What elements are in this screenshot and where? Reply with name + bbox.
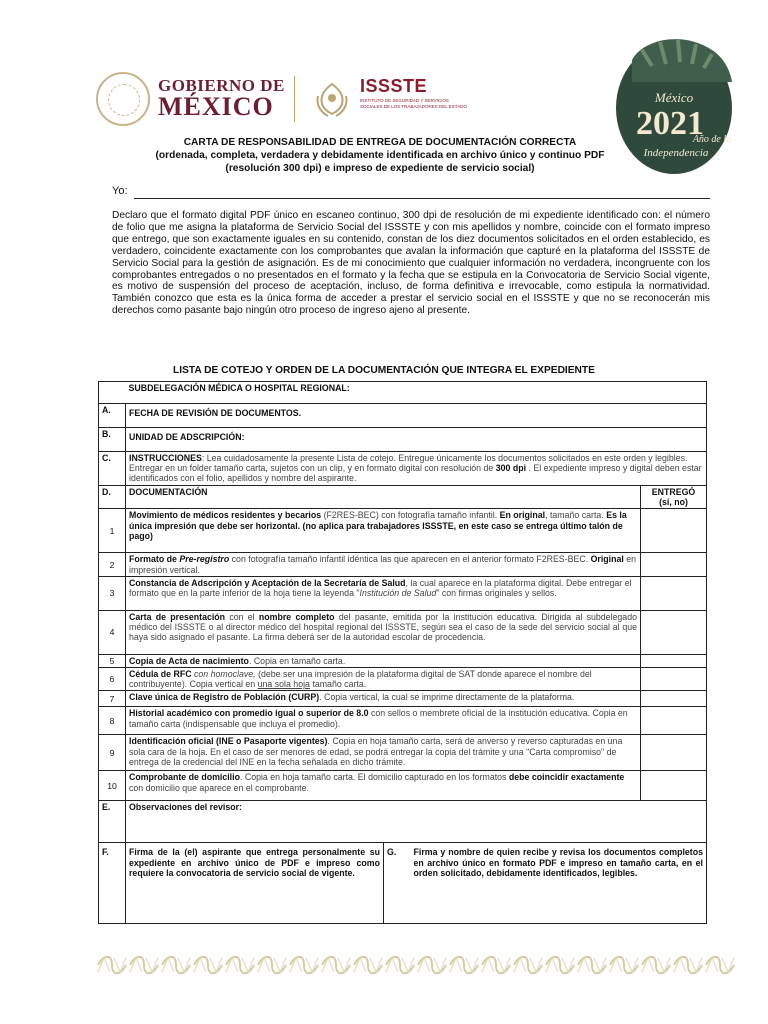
row-g-label: G. (384, 843, 411, 923)
gob-logo-line2: MÉXICO (158, 92, 274, 121)
entrego-sub: (sí, no) (659, 497, 688, 508)
mx-logo-line1: México (654, 90, 694, 105)
item-text-part: con domicilio que aparece en el comprobante. (129, 782, 309, 793)
title-line1: CARTA DE RESPONSABILIDAD DE ENTREGA DE DOCUMENTACIÓN CORRECTA (183, 137, 577, 148)
item-bold: nombre completo (258, 611, 335, 622)
document-title (100, 136, 660, 175)
table-row (99, 610, 707, 654)
entrego-cell[interactable] (641, 668, 707, 691)
subdelegacion-label: SUBDELEGACIÓN MÉDICA O HOSPITAL REGIONAL: (126, 382, 707, 404)
entrego-cell[interactable] (641, 509, 707, 553)
item-number: 1 (99, 509, 126, 553)
item-text-part: . Copia en hoja tamaño carta, será de anverso y reverso capturadas en una sola cara de la hoja. En el caso de ser menores de edad, se podrá entregar la copia del trámite y una "Carta compromiso" de entrega de la credencial del INE en la fecha señalada en dicho trámite. (129, 736, 623, 767)
item-number: 5 (99, 654, 126, 667)
item-text-part: del pasante, emitida por la institución educativa. Dirigida al subdelegado médico del ISSSTE o al director médico del hospital regional del ISSSTE, según sea el caso de la sede del servicio social al que haya sido asignado el pasante. La firma deberá ser de la autoridad escolar de procedencia. (129, 611, 637, 643)
item-text (126, 707, 641, 735)
row-c-label: C. (99, 452, 126, 486)
table-row (99, 771, 707, 801)
entrego-cell[interactable] (641, 771, 707, 801)
item-bold: Copia de Acta de nacimiento (129, 655, 249, 666)
logo-divider (294, 76, 295, 122)
gob-logo-line1: GOBIERNO DE (158, 76, 285, 95)
entrego-cell[interactable] (641, 610, 707, 654)
item-text (126, 691, 641, 707)
table-row (99, 843, 707, 923)
item-italic: Pre-registro (179, 554, 230, 565)
item-text-part: en impresión vertical. (129, 554, 637, 575)
title-line3: (resolución 300 dpi) e impreso de expediente de servicio social) (225, 163, 535, 174)
issste-logo-icon (312, 80, 352, 118)
item-bold: Clave única de Registro de Población (CURP) (129, 692, 320, 703)
instructions-text-1: : Lea cuidadosamente la presente Lista de cotejo. Entregue únicamente los documentos solicitados en este orden y legibles. Entregar en un folder tamaño carta, sujetos con un clip, y en formato digital con resolución de (129, 453, 688, 474)
firma-aspirante[interactable]: Firma de la (el) aspirante que entrega personalmente su expediente en archivo único de PDF e impreso como requiere la convocatoria de servicio social de vigente. (126, 843, 384, 923)
item-bold: En original (499, 510, 546, 521)
observaciones-field[interactable]: Observaciones del revisor: (126, 801, 707, 843)
entrego-cell[interactable] (641, 576, 707, 610)
entrego-cell[interactable] (641, 553, 707, 576)
table-row (99, 509, 707, 553)
entrego-cell[interactable] (641, 707, 707, 735)
mx-logo-line2: Año de la (692, 134, 732, 145)
item-text-part: (debe ser una impresión de la plataforma digital de SAT donde aparece el nombre del contribuyente). Copia vertical en (129, 669, 592, 690)
item-text-part: " con firmas originales y sellos. (436, 588, 557, 599)
item-bold: Cédula de RFC (129, 669, 192, 680)
checklist-table (98, 381, 706, 929)
item-number: 8 (99, 707, 126, 735)
row-a-label: A. (99, 404, 126, 428)
item-bold: Carta de presentación (129, 611, 226, 622)
item-bold: Comprobante de domicilio (129, 772, 240, 783)
row-c-instructions (126, 452, 707, 486)
entrego-label: ENTREGÓ (651, 487, 696, 497)
firma-revisor[interactable]: Firma y nombre de quien recibe y revisa los documentos completos en archivo único en formato PDF e impreso en tamaño carta, en el orden solicitado, debidamente identificados, legibles. (411, 843, 707, 923)
decorative-border-icon (96, 952, 736, 978)
table-row (99, 428, 707, 452)
entrego-cell[interactable] (641, 654, 707, 667)
table-row (99, 668, 707, 691)
item-text (126, 509, 641, 553)
row-d-label: D. (99, 486, 126, 509)
table-row (99, 735, 707, 771)
item-text (126, 576, 641, 610)
row-b-label: B. (99, 428, 126, 452)
table-row (99, 707, 707, 735)
title-line2: (ordenada, completa, verdadera y debidamente identificada en archivo único y continuo PDF (155, 150, 605, 161)
instructions-dpi: 300 dpi (495, 463, 527, 474)
table-row (99, 576, 707, 610)
item-number: 7 (99, 691, 126, 707)
mx-logo-line3: Independencia (643, 147, 709, 159)
table-row (99, 382, 707, 404)
item-bold: Formato de (129, 554, 180, 565)
instructions-heading: INSTRUCCIONES (129, 453, 202, 463)
checklist-title: LISTA DE COTEJO Y ORDEN DE LA DOCUMENTACIÓN QUE INTEGRA EL EXPEDIENTE (173, 365, 595, 376)
issste-logo-subtitle: INSTITUTO DE SEGURIDAD Y SERVICIOS SOCIALES DE LOS TRABAJADORES DEL ESTADO (360, 98, 467, 109)
national-seal-icon (96, 72, 150, 126)
row-f-label: F. (99, 843, 126, 923)
entrego-header (641, 486, 707, 509)
table-row (99, 691, 707, 707)
item-text-part: con fotografía tamaño infantil idéntica las que aparecen en el anterior formato F2RES-BEC. (229, 554, 591, 565)
table-row (99, 486, 707, 509)
item-text-part: . Copia en hoja tamaño carta. El domicilio capturado en los formatos (239, 772, 509, 783)
item-italic: Institución de Salud (359, 588, 437, 599)
table-row (99, 452, 707, 486)
item-text (126, 668, 641, 691)
item-bold: Identificación oficial (INE o Pasaporte vigentes) (129, 736, 328, 747)
item-text-part: tamaño carta. (309, 679, 367, 690)
item-text-part: , tamaño carta. (545, 510, 607, 521)
item-text-part: . Copia en tamaño carta. (248, 655, 346, 666)
table-row (99, 553, 707, 576)
yo-label: Yo: (112, 185, 128, 197)
item-bold: debe coincidir exactamente (508, 772, 625, 783)
item-bold: Historial académico con promedio igual o superior de 8.0 (129, 708, 369, 719)
item-bold: Es la única impresión que debe ser horizontal. (no aplica para trabajadores ISSSTE, en este caso se entrega último talón de pago) (129, 510, 627, 541)
item-number: 4 (99, 610, 126, 654)
entrego-cell[interactable] (641, 735, 707, 771)
item-text (126, 735, 641, 771)
item-text (126, 553, 641, 576)
item-text (126, 610, 641, 654)
table-row (99, 404, 707, 428)
row-a-text: FECHA DE REVISIÓN DE DOCUMENTOS. (126, 404, 707, 428)
table-row (99, 654, 707, 667)
instructions-text-2: . El expediente impreso y digital deben estar identificados con el folio, apellidos y nombre del aspirante. (129, 463, 702, 484)
item-text-part: , la cual aparece en la plataforma digital. Debe entregar el formato que en la parte inferior de la hoja tiene la leyenda " (129, 577, 632, 599)
issste-logo-name: ISSSTE (360, 76, 428, 96)
yo-name-line[interactable] (134, 198, 710, 199)
item-text-part: con el (225, 611, 259, 622)
item-number: 3 (99, 576, 126, 610)
item-text-part: con sellos o membrete oficial de la institución educativa. Copia en tamaño carta (indispensable que incluya el promedio). (129, 708, 628, 729)
item-number: 2 (99, 553, 126, 576)
item-number: 6 (99, 668, 126, 691)
item-text-part: (F2RES-BEC) con fotografía tamaño infantil. (321, 510, 500, 521)
table-row (99, 801, 707, 843)
item-number: 10 (99, 771, 126, 801)
item-italic: con homoclave, (191, 669, 256, 680)
row-e-label: E. (99, 801, 126, 843)
row-b-text: UNIDAD DE ADSCRIPCIÓN: (126, 428, 707, 452)
entrego-cell[interactable] (641, 691, 707, 707)
item-text (126, 771, 641, 801)
item-bold: Movimiento de médicos residentes y becarios (129, 510, 322, 521)
item-underline: una sola hoja (257, 679, 310, 690)
item-text (126, 654, 641, 667)
item-bold: Original (590, 554, 624, 565)
item-bold: Constancia de Adscripción y Aceptación de la Secretaría de Salud (129, 577, 406, 588)
row-d-text: DOCUMENTACIÓN (126, 486, 641, 509)
item-text-part: . Copia vertical, la cual se imprime directamente de la plataforma. (319, 692, 575, 703)
mx-logo-year: 2021 (636, 105, 704, 142)
declaration-paragraph: Declaro que el formato digital PDF único en escaneo continuo, 300 dpi de resolución de mi expediente identificado con: el número de folio que me asigna la plataforma de Servicio Social del ISSSTE y con mis apellidos y nombre, coincide con el formato impreso que entrego, que son exactamente iguales en su contenido, constan de los diez documentos solicitados en el orden establecido, es verdadero, coincidente exactamente con los comprobantes que avalan la información que capturé en la plataforma del ISSSTE de Servicio Social para la gestión de asignación. Es de mi conocimiento que cualquier información no verdadera, incongruente con los comprobantes entregados o no presentados en el formato y la fecha que se estipula en la Convocatoria de Servicio Social vigente, es motivo de suspensión del proceso de aceptación, incluso, de forma definitiva e irrevocable, como estipula la normatividad. También conozco que esta es la única forma de acceder a prestar el servicio social en el ISSSTE y que no se reconocerán mis derechos como pasante bajo ningún otro proceso de ingreso ajeno al presente. (112, 210, 710, 317)
item-number: 9 (99, 735, 126, 771)
